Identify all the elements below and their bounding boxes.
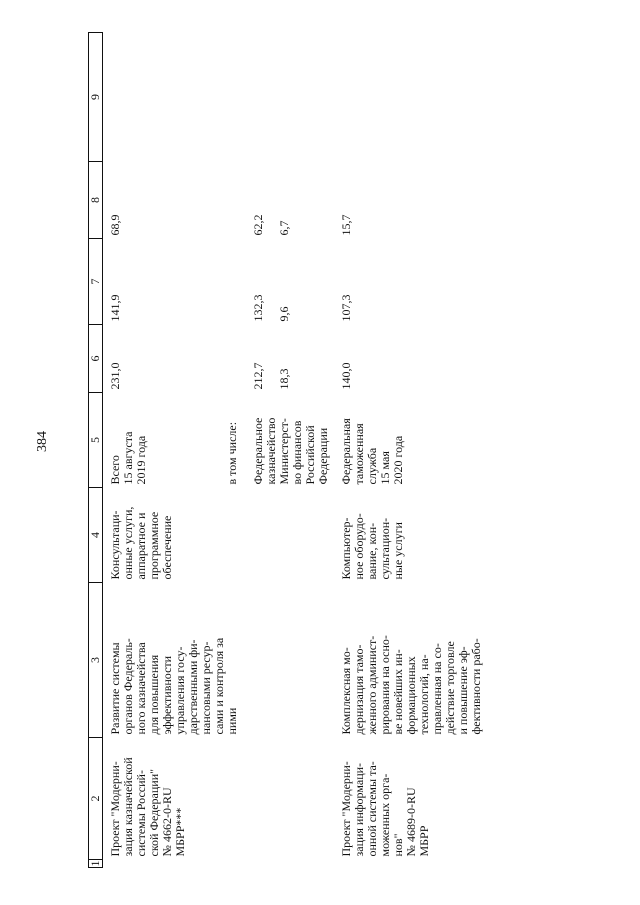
column-header-1: 1	[88, 860, 102, 867]
executor-cell: Федеральная таможенная служба 15 мая 2020 года	[339, 418, 405, 485]
column-header-5: 5	[89, 393, 103, 488]
project-name-cell: Проект "Модерни- зация информаци- онной системы та- моженных орга- нов" № 4689-0-RU МБРР	[339, 761, 431, 857]
column-header-3: 3	[89, 583, 103, 738]
executor-cell: Всего 15 августа 2019 года в том числе: Федеральное казначейство Министерст- во финансов Российской Федерации	[108, 417, 330, 485]
value-cell-col8: 68,9 62,2 6,7	[108, 214, 291, 236]
project-goal-cell: Развитие системы органов Федераль- ного казначейства для повышения эффективности управления госу- дарственными фи- нансовыми ресур- сами и контроля за ними	[108, 637, 239, 735]
value-cell-col6: 140,0	[339, 362, 353, 390]
budget-table	[88, 32, 487, 868]
value-cell-col8: 15,7	[339, 214, 353, 236]
column-header-2: 2	[89, 738, 103, 860]
column-header-6: 6	[89, 325, 103, 393]
value-cell-col9	[334, 33, 487, 162]
value-cell-col7: 141,9 132,3 9,6	[108, 294, 291, 322]
project-goal-cell: Комплексная мо- дернизация тамо- женного админист- рирования на осно- ве новейших ин- формационных технологий, на- правленная на со- действие торговле и повышение эф- фективности рабо-	[339, 635, 483, 735]
header-row	[89, 33, 103, 868]
column-header-4: 4	[89, 488, 103, 583]
value-cell-col6: 231,0 212,7 18,3	[108, 362, 291, 390]
value-cell-col9	[103, 33, 335, 162]
column-header-9: 9	[89, 33, 103, 162]
value-cell-col7: 107,3	[339, 294, 353, 322]
project-name-cell: Проект "Модерни- зация казначейской системы Россий- ской Федерации" № 4662-0-RU МБРР***	[108, 757, 187, 857]
services-cell: Консультаци- онные услуги, аппаратное и программное обеспечение	[108, 506, 174, 580]
table-row	[334, 33, 487, 868]
rotated-table-container	[88, 33, 608, 868]
column-header-8: 8	[89, 162, 103, 239]
services-cell: Компьютер- ное оборудо- вание, кон- сультацион- ные услуги	[339, 513, 405, 580]
page-number: 384	[35, 431, 50, 452]
column-header-7: 7	[89, 239, 103, 325]
table-row	[103, 33, 335, 868]
